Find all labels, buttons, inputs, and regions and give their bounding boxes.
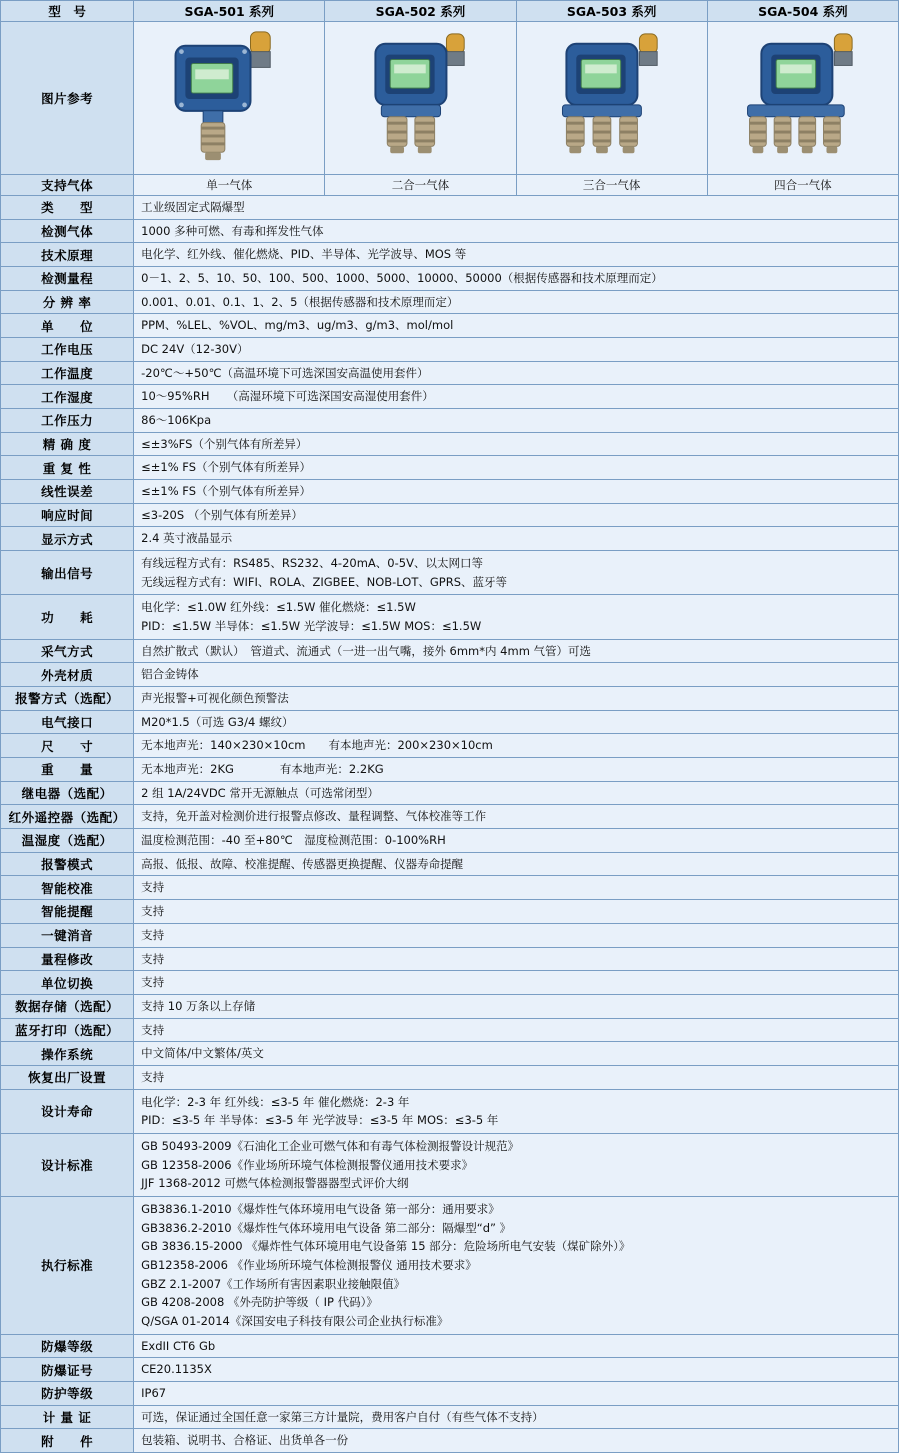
table-row [1,663,899,687]
design-standard-line: JJF 1368-2012 可燃气体检测报警器器型式评价大纲 [141,1176,409,1191]
row-value-response-time: ≤3-20S （个别气体有所差异） [134,503,899,527]
row-label-unit: 单 位 [1,314,134,338]
row-label-size: 尺 寸 [1,734,134,758]
row-value-principle: 电化学、红外线、催化燃烧、PID、半导体、光学波导、MOS 等 [134,243,899,267]
row-label-ip-rating: 防护等级 [1,1381,134,1405]
device-image-503 [516,22,707,175]
lifetime-mos: MOS：≤3-5 年 [417,1113,499,1128]
row-label-lifetime: 设计寿命 [1,1089,134,1133]
row-label-repeatability: 重 复 性 [1,456,134,480]
table-row-exec-standard [1,1196,899,1334]
design-standard-line: GB 50493-2009《石油化工企业可燃气体和有毒气体检测报警设计规范》 [141,1138,520,1153]
row-value-display: 2.4 英寸液晶显示 [134,527,899,551]
table-row [1,409,899,433]
table-row [1,687,899,711]
row-label-voltage: 工作电压 [1,338,134,362]
row-label-accuracy: 精 确 度 [1,432,134,456]
row-value-voltage: DC 24V（12-30V） [134,338,899,362]
device-image-502 [325,22,516,175]
gas-support-501: 单一气体 [134,175,325,196]
table-row-pictures [1,22,899,175]
table-row-output-signal [1,551,899,595]
table-row [1,710,899,734]
device-image-501 [134,22,325,175]
row-value-ip-rating: IP67 [134,1381,899,1405]
lifetime-electrochemical: 电化学：2-3 年 [141,1094,222,1109]
lifetime-semiconductor: 半导体：≤3-5 年 [219,1113,309,1128]
row-value-linearity: ≤±1% FS（个别气体有所差异） [134,480,899,504]
row-value-unit: PPM、%LEL、%VOL、mg/m3、ug/m3、g/m3、mol/mol [134,314,899,338]
row-value-temp-humidity-option: 温度检测范围：-40 至+80℃ 湿度检测范围：0-100%RH [134,829,899,853]
exec-standard-line: GB 4208-2008 《外壳防护等级（ IP 代码）》 [141,1295,378,1310]
table-row [1,947,899,971]
row-label-output-signal: 输出信号 [1,551,134,595]
model-504: SGA-504 系列 [707,1,898,22]
table-row [1,1065,899,1089]
table-row [1,480,899,504]
row-value-range: 0－1、2、5、10、50、100、500、1000、5000、10000、50000（根据传感器和技术原理而定） [134,267,899,291]
table-row [1,503,899,527]
gas-detector-icon [523,24,701,172]
row-value-lifetime [134,1089,899,1133]
table-row [1,805,899,829]
row-label-remote-control: 红外遥控器（选配） [1,805,134,829]
exec-standard-line: GB12358-2006 《作业场所环境气体检测报警仪 通用技术要求》 [141,1257,477,1272]
table-row [1,781,899,805]
table-row [1,267,899,291]
row-label-power: 功 耗 [1,595,134,639]
gas-support-504: 四合一气体 [707,175,898,196]
table-row [1,290,899,314]
row-value-design-standard [134,1133,899,1196]
table-row [1,1405,899,1429]
output-signal-wired: 有线远程方式有：RS485、RS232、4-20mA、0-5V、以太网口等 [141,556,483,571]
model-503: SGA-503 系列 [516,1,707,22]
table-row [1,923,899,947]
power-pid: PID：≤1.5W [141,619,212,634]
table-row [1,196,899,220]
power-line-1 [141,598,891,617]
table-row [1,971,899,995]
table-row [1,1,899,22]
row-value-sampling: 自然扩散式（默认） 管道式、流通式（一进一出气嘴，接外 6mm*内 4mm 气管）可选 [134,639,899,663]
row-value-bluetooth-print: 支持 [134,1018,899,1042]
row-label-pressure: 工作压力 [1,409,134,433]
row-value-remote-control: 支持，免开盖对检测价进行报警点修改、量程调整、气体校准等工作 [134,805,899,829]
row-label-display: 显示方式 [1,527,134,551]
table-row [1,852,899,876]
table-row [1,432,899,456]
table-row [1,1018,899,1042]
row-label-exec-standard: 执行标准 [1,1196,134,1334]
gas-detector-icon [140,24,318,172]
row-value-metering-cert: 可选，保证通过全国任意一家第三方计量院，费用客户自付（有些气体不支持） [134,1405,899,1429]
row-label-sampling: 采气方式 [1,639,134,663]
row-label-humidity: 工作湿度 [1,385,134,409]
lifetime-infrared: 红外线：≤3-5 年 [224,1094,315,1109]
output-signal-wireless: 无线远程方式有：WIFI、ROLA、ZIGBEE、NOB-LOT、GPRS、蓝牙等 [141,574,507,589]
table-row [1,1334,899,1358]
lifetime-pid: PID：≤3-5 年 [141,1113,216,1128]
row-value-factory-reset: 支持 [134,1065,899,1089]
table-row [1,1381,899,1405]
power-line-2 [141,617,891,636]
table-row [1,829,899,853]
gas-support-503: 三合一气体 [516,175,707,196]
row-value-accessories: 包装箱、说明书、合格证、出货单各一份 [134,1429,899,1453]
table-row [1,639,899,663]
table-row-gas-support [1,175,899,196]
row-value-detect-gas: 1000 多种可燃、有毒和挥发性气体 [134,219,899,243]
row-value-humidity: 10～95%RH （高湿环境下可选深国安高湿使用套件） [134,385,899,409]
gas-detector-icon [714,24,892,172]
row-value-ex-cert: CE20.1135X [134,1358,899,1382]
power-mos: MOS：≤1.5W [404,619,482,634]
row-label-smart-reminder: 智能提醒 [1,900,134,924]
row-value-unit-switch: 支持 [134,971,899,995]
exec-standard-line: GB 3836.15-2000 《爆炸性气体环境用电气设备第 15 部分：危险场所电气安装（煤矿除外）》 [141,1239,631,1254]
row-label-range-modify: 量程修改 [1,947,134,971]
gas-detector-icon [332,24,510,172]
model-502: SGA-502 系列 [325,1,516,22]
lifetime-optical: 光学波导：≤3-5 年 [312,1113,414,1128]
row-label-alarm-modes: 报警模式 [1,852,134,876]
row-label-accessories: 附 件 [1,1429,134,1453]
row-label-bluetooth-print: 蓝牙打印（选配） [1,1018,134,1042]
table-row [1,243,899,267]
power-optical: 光学波导：≤1.5W [303,619,401,634]
power-semiconductor: 半导体：≤1.5W [214,619,301,634]
exec-standard-line: GB3836.1-2010《爆炸性气体环境用电气设备 第一部分：通用要求》 [141,1201,500,1216]
table-row [1,1429,899,1453]
table-row [1,361,899,385]
table-row-power [1,595,899,639]
row-value-weight: 无本地声光：2KG 有本地声光：2.2KG [134,758,899,782]
table-row [1,994,899,1018]
row-label-design-standard: 设计标准 [1,1133,134,1196]
row-value-repeatability: ≤±1% FS（个别气体有所差异） [134,456,899,480]
gas-support-label: 支持气体 [1,175,134,196]
power-infrared: 红外线：≤1.5W [230,600,316,615]
picture-row-label: 图片参考 [1,22,134,175]
power-electrochemical: 电化学：≤1.0W [141,600,227,615]
row-value-accuracy: ≤±3%FS（个别气体有所差异） [134,432,899,456]
row-label-response-time: 响应时间 [1,503,134,527]
row-value-relay: 2 组 1A/24VDC 常开无源触点（可选常闭型） [134,781,899,805]
row-label-principle: 技术原理 [1,243,134,267]
table-row [1,876,899,900]
row-value-one-key-mute: 支持 [134,923,899,947]
row-label-resolution: 分 辨 率 [1,290,134,314]
table-row [1,527,899,551]
row-label-detect-gas: 检测气体 [1,219,134,243]
gas-support-502: 二合一气体 [325,175,516,196]
row-label-relay: 继电器（选配） [1,781,134,805]
row-value-pressure: 86～106Kpa [134,409,899,433]
table-row [1,338,899,362]
exec-standard-line: GB3836.2-2010《爆炸性气体环境用电气设备 第二部分：隔爆型“d” 》 [141,1220,512,1235]
model-501: SGA-501 系列 [134,1,325,22]
row-label-electrical-interface: 电气接口 [1,710,134,734]
row-label-temp-humidity-option: 温湿度（选配） [1,829,134,853]
row-value-resolution: 0.001、0.01、0.1、1、2、5（根据传感器和技术原理而定） [134,290,899,314]
table-row [1,734,899,758]
row-value-exec-standard [134,1196,899,1334]
row-value-smart-reminder: 支持 [134,900,899,924]
row-label-weight: 重 量 [1,758,134,782]
exec-standard-line: GBZ 2.1-2007《工作场所有害因素职业接触限值》 [141,1276,406,1291]
lifetime-line-2 [141,1111,891,1130]
table-row [1,314,899,338]
row-value-electrical-interface: M20*1.5（可选 G3/4 螺纹） [134,710,899,734]
header-model-label: 型 号 [1,1,134,22]
table-row [1,385,899,409]
row-label-temperature: 工作温度 [1,361,134,385]
design-standard-line: GB 12358-2006《作业场所环境气体检测报警仪通用技术要求》 [141,1157,474,1172]
power-catalytic: 催化燃烧：≤1.5W [319,600,416,615]
lifetime-catalytic: 催化燃烧：2-3 年 [317,1094,410,1109]
row-label-data-storage: 数据存储（选配） [1,994,134,1018]
row-label-shell-material: 外壳材质 [1,663,134,687]
row-value-alarm-mode-option: 声光报警+可视化颜色预警法 [134,687,899,711]
table-row [1,900,899,924]
row-value-os: 中文简体/中文繁体/英文 [134,1042,899,1066]
row-label-smart-calibration: 智能校准 [1,876,134,900]
row-label-alarm-mode-option: 报警方式（选配） [1,687,134,711]
lifetime-line-1 [141,1093,891,1112]
row-value-smart-calibration: 支持 [134,876,899,900]
row-value-power [134,595,899,639]
table-row [1,1042,899,1066]
row-label-ex-rating: 防爆等级 [1,1334,134,1358]
exec-standard-line: Q/SGA 01-2014《深国安电子科技有限公司企业执行标准》 [141,1313,449,1328]
row-label-linearity: 线性误差 [1,480,134,504]
row-value-data-storage: 支持 10 万条以上存储 [134,994,899,1018]
table-row [1,1358,899,1382]
row-label-ex-cert: 防爆证号 [1,1358,134,1382]
row-label-factory-reset: 恢复出厂设置 [1,1065,134,1089]
row-value-size: 无本地声光：140×230×10cm 有本地声光：200×230×10cm [134,734,899,758]
table-row [1,456,899,480]
row-label-unit-switch: 单位切换 [1,971,134,995]
row-label-type: 类 型 [1,196,134,220]
row-label-os: 操作系统 [1,1042,134,1066]
row-value-type: 工业级固定式隔爆型 [134,196,899,220]
table-row [1,758,899,782]
table-row-lifetime [1,1089,899,1133]
table-row [1,219,899,243]
table-row-design-standard [1,1133,899,1196]
row-value-temperature: -20℃～+50℃（高温环境下可选深国安高温使用套件） [134,361,899,385]
row-label-metering-cert: 计 量 证 [1,1405,134,1429]
row-label-range: 检测量程 [1,267,134,291]
device-image-504 [707,22,898,175]
row-value-alarm-modes: 高报、低报、故障、校准提醒、传感器更换提醒、仪器寿命提醒 [134,852,899,876]
row-value-ex-rating: ExdII CT6 Gb [134,1334,899,1358]
row-value-range-modify: 支持 [134,947,899,971]
row-value-shell-material: 铝合金铸体 [134,663,899,687]
row-label-one-key-mute: 一键消音 [1,923,134,947]
row-value-output-signal [134,551,899,595]
